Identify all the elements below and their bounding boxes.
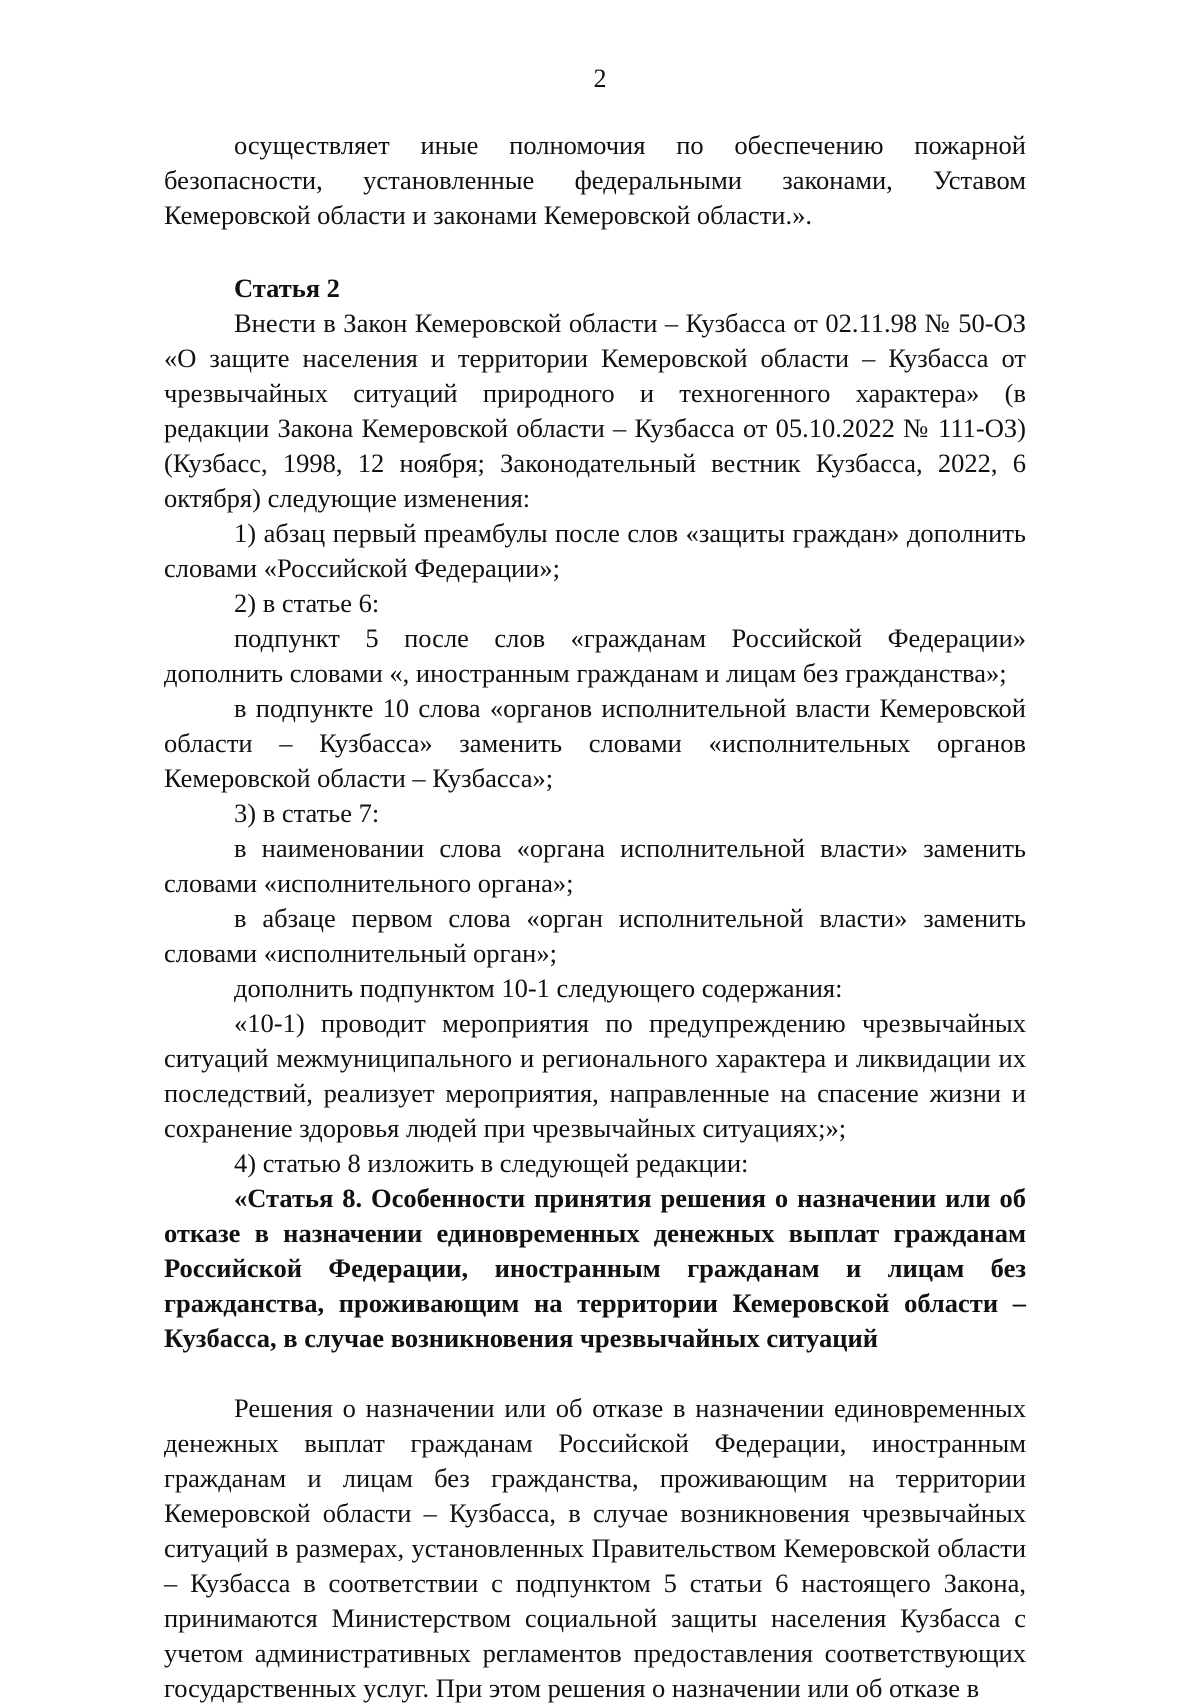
- article-2-paragraph: в абзаце первом слова «орган исполнительной власти» заменить словами «исполнительный орган»;: [164, 903, 1026, 968]
- section-spacer: [164, 1356, 1026, 1391]
- article-2-paragraph: 3) в статье 7:: [234, 798, 380, 828]
- article-8-heading: «Статья 8. Особенности принятия решения о назначении или об отказе в назначении единовременных денежных выплат гражданам Российской Федерации, иностранным гражданам и лицам без гражданства, проживающим на территории Кемеровской области – Кузбасса, в случае возникновения чрезвычайных ситуаций: [164, 1183, 1026, 1353]
- document-body: [164, 128, 1026, 1706]
- article-2-title: Статья 2: [234, 273, 340, 303]
- page-number: 2: [593, 64, 607, 93]
- article-2-paragraph: в подпункте 10 слова «органов исполнительной власти Кемеровской области – Кузбасса» заменить словами «исполнительных органов Кемеровской области – Кузбасса»;: [164, 693, 1026, 793]
- article-2-paragraph: 4) статью 8 изложить в следующей редакции:: [234, 1148, 749, 1178]
- article-2-paragraph: 2) в статье 6:: [234, 588, 380, 618]
- article-2-paragraph: Внести в Закон Кемеровской области – Кузбасса от 02.11.98 № 50-ОЗ «О защите населения и территории Кемеровской области – Кузбасса от чрезвычайных ситуаций природного и техногенного характера» (в редакции Закона Кемеровской области – Кузбасса от 05.10.2022 № 111-ОЗ) (Кузбасс, 1998, 12 ноября; Законодательный вестник Кузбасса, 2022, 6 октября) следующие изменения:: [164, 308, 1026, 513]
- article-2-paragraph: дополнить подпунктом 10-1 следующего содержания:: [234, 973, 843, 1003]
- article-2-paragraph: «10-1) проводит мероприятия по предупреждению чрезвычайных ситуаций межмуниципального и регионального характера и ликвидации их последствий, реализует мероприятия, направленные на спасение жизни и сохранение здоровья людей при чрезвычайных ситуациях;»;: [164, 1008, 1026, 1143]
- article-2-paragraph: подпункт 5 после слов «гражданам Российской Федерации» дополнить словами «, иностранным гражданам и лицам без гражданства»;: [164, 623, 1026, 688]
- article-2-paragraph: в наименовании слова «органа исполнительной власти» заменить словами «исполнительного органа»;: [164, 833, 1026, 898]
- article-2-paragraph: 1) абзац первый преамбулы после слов «защиты граждан» дополнить словами «Российской Федерации»;: [164, 518, 1026, 583]
- article-8-paragraph: Решения о назначении или об отказе в назначении единовременных денежных выплат гражданам Российской Федерации, иностранным гражданам и лицам без гражданства, проживающим на территории Кемеровской области – Кузбасса, в случае возникновения чрезвычайных ситуаций в размерах, установленных Правительством Кемеровской области – Кузбасса в соответствии с подпунктом 5 статьи 6 настоящего Закона, принимаются Министерством социальной защиты населения Кузбасса с учетом административных регламентов предоставления соответствующих государственных услуг. При этом решения о назначении или об отказе в: [164, 1393, 1026, 1703]
- intro-paragraph: осуществляет иные полномочия по обеспечению пожарной безопасности, установленные федеральными законами, Уставом Кемеровской области и законами Кемеровской области.».: [164, 130, 1026, 230]
